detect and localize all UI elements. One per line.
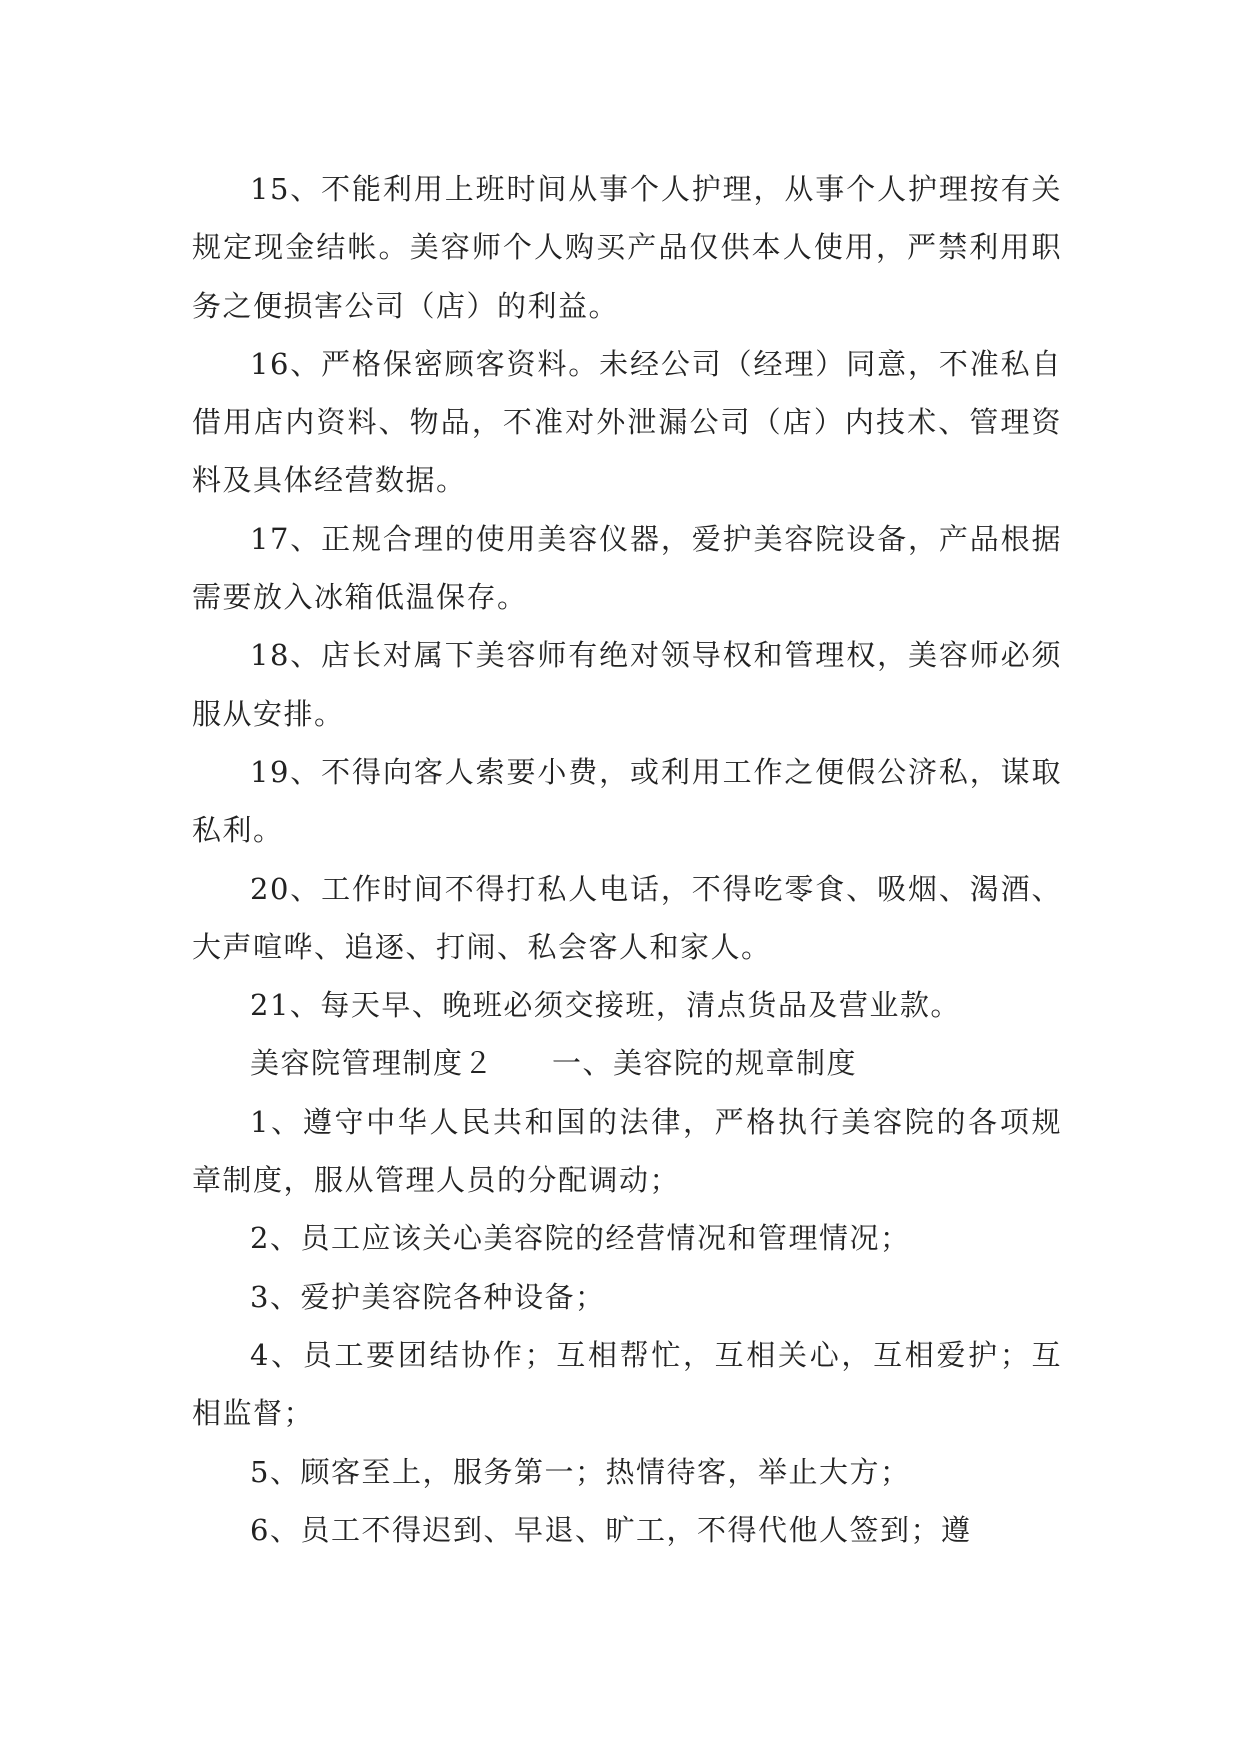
rule-item-1: 1、遵守中华人民共和国的法律，严格执行美容院的各项规章制度，服从管理人员的分配调动； (192, 1104, 1062, 1198)
paragraph-item-19: 19、不得向客人索要小费，或利用工作之便假公济私，谋取私利。 (192, 754, 1062, 848)
section-title: 一、美容院的规章制度 (552, 1046, 858, 1081)
section-heading (192, 1034, 1062, 1092)
paragraph-item-18: 18、店长对属下美容师有绝对领导权和管理权，美容师必须服从安排。 (192, 638, 1062, 731)
paragraph-item-21: 21、每天早、晚班必须交接班，清点货品及营业款。 (250, 988, 961, 1023)
paragraph-item-20: 20、工作时间不得打私人电话，不得吃零食、吸烟、渴酒、大声喧哗、追逐、打闹、私会客人和家人。 (192, 871, 1062, 964)
rule-item-5: 5、顾客至上，服务第一；热情待客，举止大方； (250, 1454, 911, 1489)
paragraph-item-15: 15、不能利用上班时间从事个人护理，从事个人护理按有关规定现金结帐。美容师个人购买产品仅供本人使用，严禁利用职务之便损害公司（店）的利益。 (192, 172, 1062, 323)
rule-item-6: 6、员工不得迟到、早退、旷工，不得代他人签到；遵 (250, 1512, 972, 1547)
rule-item-2: 2、员工应该关心美容院的经营情况和管理情况； (250, 1221, 911, 1256)
document-body (192, 160, 1062, 1559)
paragraph-item-16: 16、严格保密顾客资料。未经公司（经理）同意，不准私自借用店内资料、物品，不准对外泄漏公司（店）内技术、管理资料及具体经营数据。 (192, 346, 1062, 498)
paragraph-item-17: 17、正规合理的使用美容仪器，爱护美容院设备，产品根据需要放入冰箱低温保存。 (192, 521, 1062, 615)
rule-item-3: 3、爱护美容院各种设备； (250, 1279, 606, 1314)
rule-item-4: 4、员工要团结协作；互相帮忙，互相关心，互相爱护；互相监督； (192, 1337, 1062, 1431)
document-title: 美容院管理制度２ (250, 1046, 495, 1081)
